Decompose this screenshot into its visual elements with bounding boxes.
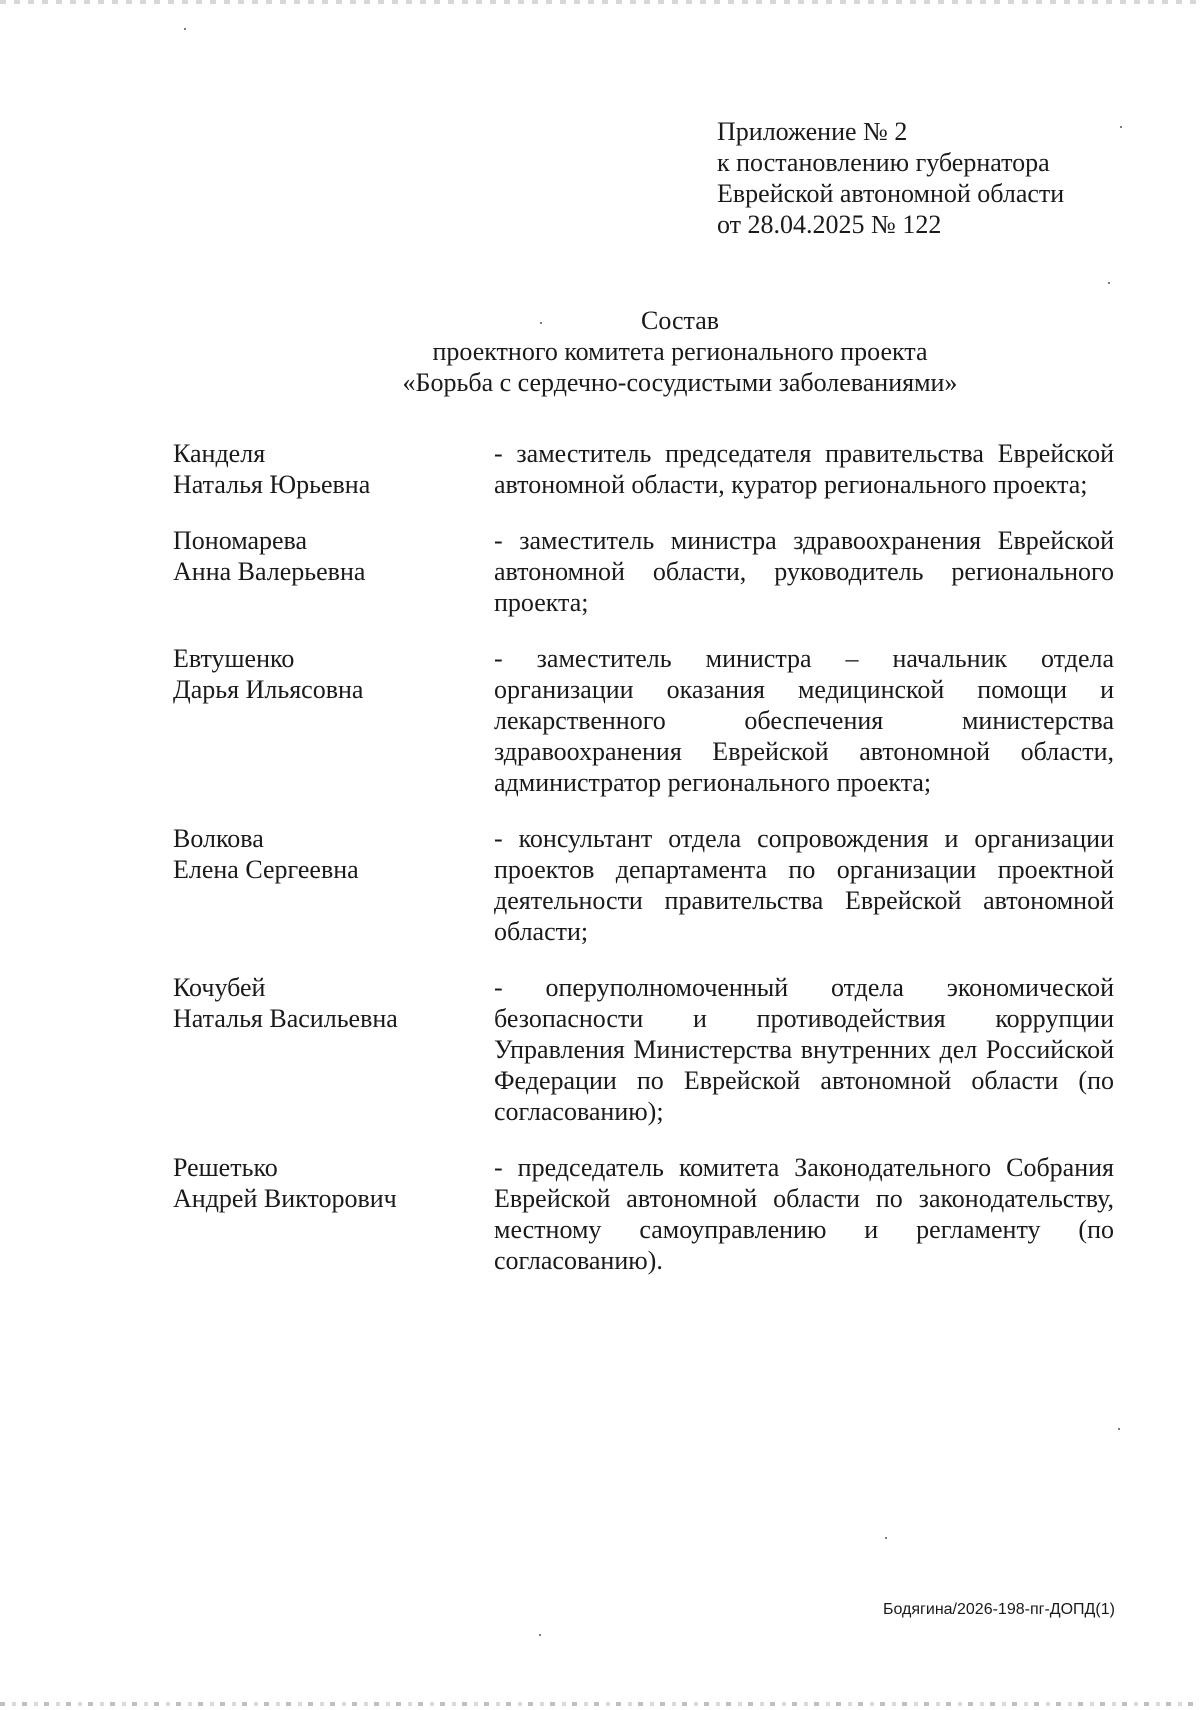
member-surname: Пономарева [173, 526, 308, 555]
member-row [173, 525, 1114, 618]
title-line-1: Состав [640, 306, 720, 335]
member-row [173, 972, 1114, 1127]
member-name [173, 823, 494, 885]
scan-speck [184, 28, 186, 30]
member-row [173, 643, 1114, 798]
member-given-names: Наталья Васильевна [173, 1004, 398, 1033]
member-role: - оперуполномоченный отдела экономической безопасности и противодействия коррупции Управления Министерства внутренних дел Российской Федерации по Еврейской автономной области (по согласованию); [494, 973, 1114, 1126]
member-surname: Евтушенко [173, 644, 295, 673]
member-name [173, 438, 494, 500]
member-row [173, 823, 1114, 947]
title-line-3: «Борьба с сердечно-сосудистыми заболеваниями» [402, 368, 958, 397]
member-given-names: Дарья Ильясовна [173, 675, 364, 704]
member-name [173, 643, 494, 705]
appendix-date-number: от 28.04.2025 № 122 [717, 210, 942, 239]
member-name [173, 525, 494, 587]
member-surname: Волкова [173, 824, 264, 853]
committee-members-list [173, 438, 1114, 1276]
member-row [173, 1152, 1114, 1276]
member-row [173, 438, 1114, 500]
scan-speck [539, 1634, 541, 1636]
member-role: - заместитель председателя правительства Еврейской автономной области, куратор регионального проекта; [494, 439, 1114, 499]
scan-speck [1118, 1428, 1120, 1430]
member-role: - заместитель министра – начальник отдела организации оказания медицинской помощи и лекарственного обеспечения министерства здравоохранения Еврейской автономной области, администратор регионального проекта; [494, 644, 1114, 797]
scan-edge-bottom [0, 1702, 1200, 1706]
member-given-names: Андрей Викторович [173, 1184, 397, 1213]
member-surname: Канделя [173, 439, 266, 468]
member-given-names: Елена Сергеевна [173, 855, 359, 884]
member-given-names: Анна Валерьевна [173, 557, 366, 586]
member-role: - заместитель министра здравоохранения Еврейской автономной области, руководитель регионального проекта; [494, 526, 1114, 617]
scan-speck [885, 1537, 887, 1539]
member-given-names: Наталья Юрьевна [173, 470, 371, 499]
appendix-region: Еврейской автономной области [717, 179, 1065, 208]
scan-speck [1108, 282, 1110, 284]
member-surname: Кочубей [173, 973, 266, 1002]
member-role: - председатель комитета Законодательного Собрания Еврейской автономной области по законодательству, местному самоуправлению и регламенту (по согласованию). [494, 1153, 1114, 1275]
scan-speck [1120, 126, 1122, 128]
title-line-2: проектного комитета регионального проекта [432, 337, 928, 366]
member-surname: Решетько [173, 1153, 278, 1182]
document-registration-code: Бодягина/2026-198-пг-ДОПД(1) [883, 1601, 1115, 1618]
document-title [0, 305, 1200, 398]
scan-edge-top [0, 0, 1200, 4]
member-role: - консультант отдела сопровождения и организации проектов департамента по организации проектной деятельности правительства Еврейской автономной области; [494, 824, 1114, 946]
appendix-header [717, 116, 1064, 240]
appendix-reference: к постановлению губернатора [717, 148, 1050, 177]
appendix-number: Приложение № 2 [717, 117, 908, 146]
member-name [173, 1152, 494, 1214]
member-name [173, 972, 494, 1034]
